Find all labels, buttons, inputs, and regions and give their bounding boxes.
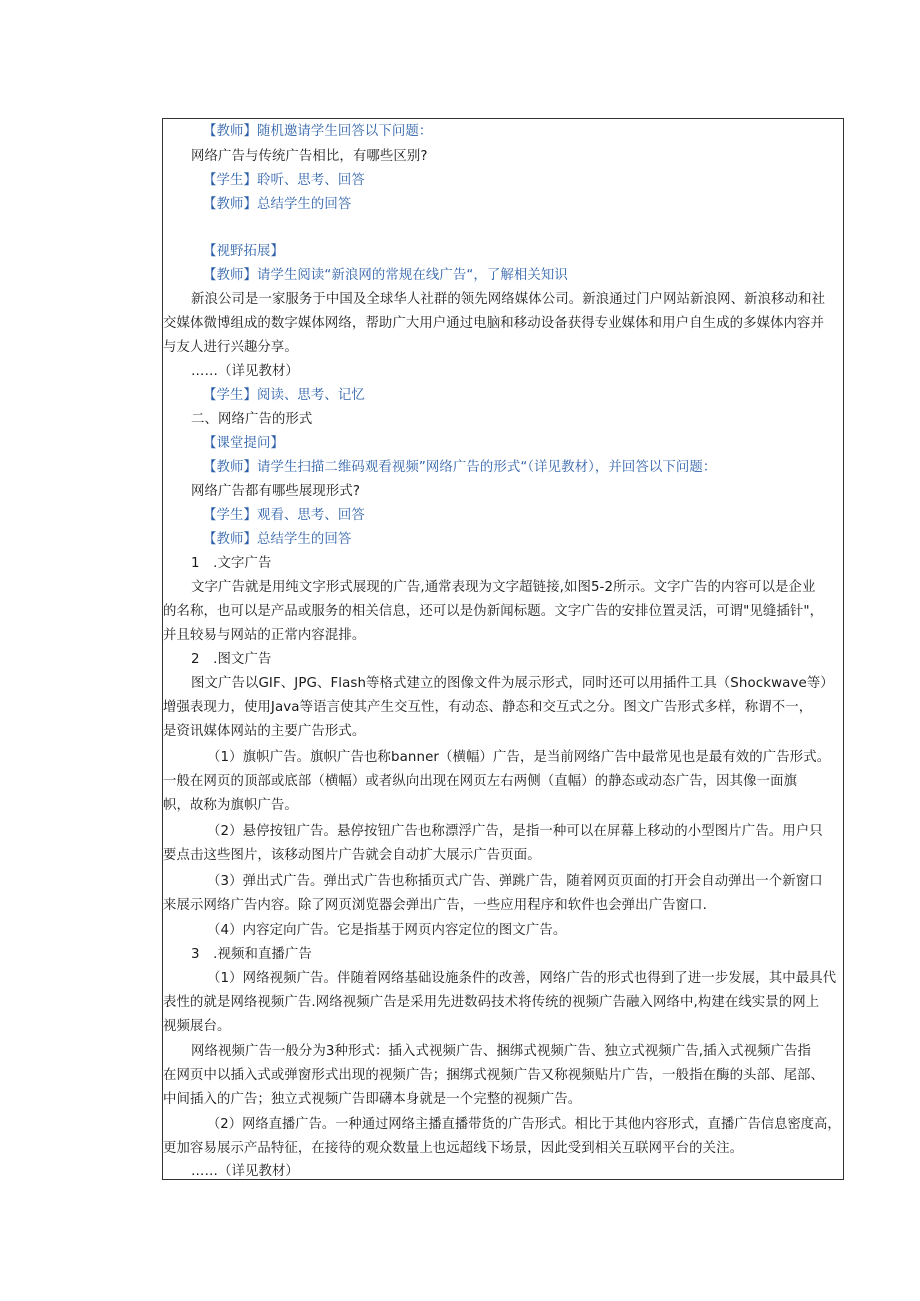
see-textbook-note: ……（详见教材） xyxy=(191,1164,299,1179)
teacher-line: 【教师】请学生阅读“新浪网的常规在线广告“，了解相关知识 xyxy=(203,268,568,283)
body-text-line: （2）网络直播广告。一种通过网络主播直播带货的广告形式。相比于其他内容形式，直播广告信息密度高， xyxy=(207,1117,841,1132)
body-text-line: （1）旗帜广告。旗帜广告也称banner（横幅）广告，是当前网络广告中最常见也是最有效的广告形式。 xyxy=(207,750,831,765)
student-line: 【学生】观看、思考、回答 xyxy=(203,508,365,523)
body-text-line: （3）弹出式广告。弹出式广告也称插页式广告、弹跳广告，随着网页页面的打开会自动弹出一个新窗口 xyxy=(207,874,823,889)
body-text-line: （1）网络视频广告。伴随着网络基础设施条件的改善，网络广告的形式也得到了进一步发展，其中最具代 xyxy=(207,971,837,986)
body-text-line: 表性的就是网络视频广告.网络视频广告是采用先进数码技术将传统的视频广告融入网络中,构建在线实景的网上 xyxy=(163,995,820,1010)
body-text-line: 交媒体微博组成的数字媒体网络，帮助广大用户通过电脑和移动设备获得专业媒体和用户自生成的多媒体内容并 xyxy=(163,316,825,331)
lesson-content-box xyxy=(162,118,844,1180)
body-text-line: 与友人进行兴趣分享。 xyxy=(163,340,298,355)
teacher-line: 【教师】总结学生的回答 xyxy=(203,197,352,212)
subheading: 3 .视频和直播广告 xyxy=(191,947,312,962)
body-text-line: 一般在网页的顶部或底部（横幅）或者纵向出现在网页左右两侧（直幅）的静态或动态广告，因其像一面旗 xyxy=(163,774,798,789)
question-line: 网络广告与传统广告相比，有哪些区别? xyxy=(191,149,428,164)
body-text-line: 视频展台。 xyxy=(163,1019,231,1034)
body-text-line: 中间插入的广告；独立式视频广告即礴本身就是一个完整的视频广告。 xyxy=(163,1092,582,1107)
see-textbook-note: ……（详见教材） xyxy=(191,364,299,379)
body-text-line: （2）悬停按钮广告。悬停按钮广告也称漂浮广告，是指一种可以在屏幕上移动的小型图片广告。用户只 xyxy=(207,824,823,839)
teacher-line: 【教师】请学生扫描二维码观看视频”网络广告的形式“（详见教材），并回答以下问题： xyxy=(203,460,717,475)
body-text-line: （4）内容定向广告。它是指基于网页内容定位的图文广告。 xyxy=(207,923,567,938)
body-text-line: 新浪公司是一家服务于中国及全球华人社群的领先网络媒体公司。新浪通过门户网站新浪网、新浪移动和社 xyxy=(191,292,826,307)
teacher-line: 【教师】随机邀请学生回答以下问题： xyxy=(203,124,433,139)
body-text-line: 要点击这些图片，该移动图片广告就会自动扩大展示广告页面。 xyxy=(163,848,541,863)
question-line: 网络广告都有哪些展现形式? xyxy=(191,484,361,499)
body-text-line: 图文广告以GIF、JPG、Flash等格式建立的图像文件为展示形式，同时还可以用插件工具（Shockwave等） xyxy=(191,676,834,691)
body-text-line: 的名称，也可以是产品或服务的相关信息，还可以是伪新闻标题。文字广告的安排位置灵活，可谓"见缝插针"， xyxy=(163,604,824,619)
student-line: 【学生】聆听、思考、回答 xyxy=(203,173,365,188)
body-text-line: 增强表现力，使用Java等语言使其产生交互性，有动态、静态和交互式之分。图文广告形式多样，称谓不一， xyxy=(163,700,813,715)
section-heading: 【课堂提问】 xyxy=(203,436,284,451)
section-title: 二、网络广告的形式 xyxy=(191,412,313,427)
body-text-line: 在网页中以插入式或弹窗形式出现的视频广告；捆绑式视频广告又称视频贴片广告，一般指在酶的头部、尾部、 xyxy=(163,1068,825,1083)
body-text-line: 更加容易展示产品特征，在接待的观众数量上也远超线下场景，因此受到相关互联网平台的关注。 xyxy=(163,1141,744,1156)
subheading: 2 .图文广告 xyxy=(191,652,272,667)
body-text-line: 是资讯媒体网站的主要广告形式。 xyxy=(163,724,366,739)
student-line: 【学生】阅读、思考、记忆 xyxy=(203,388,365,403)
section-heading: 【视野拓展】 xyxy=(203,244,284,259)
body-text-line: 文字广告就是用纯文字形式展现的广告,通常表现为文字超链接,如图5-2所示。文字广告的内容可以是企业 xyxy=(191,580,816,595)
body-text-line: 网络视频广告一般分为3种形式：插入式视频广告、捆绑式视频广告、独立式视频广告,插入式视频广告指 xyxy=(191,1044,812,1059)
body-text-line: 来展示网络广告内容。除了网页浏览器会弹出广告，一些应用程序和软件也会弹出广告窗口. xyxy=(163,898,707,913)
body-text-line: 帜，故称为旗帜广告。 xyxy=(163,798,298,813)
teacher-line: 【教师】总结学生的回答 xyxy=(203,532,352,547)
body-text-line: 并且较易与网站的正常内容混排。 xyxy=(163,628,366,643)
subheading: 1 .文字广告 xyxy=(191,556,272,571)
